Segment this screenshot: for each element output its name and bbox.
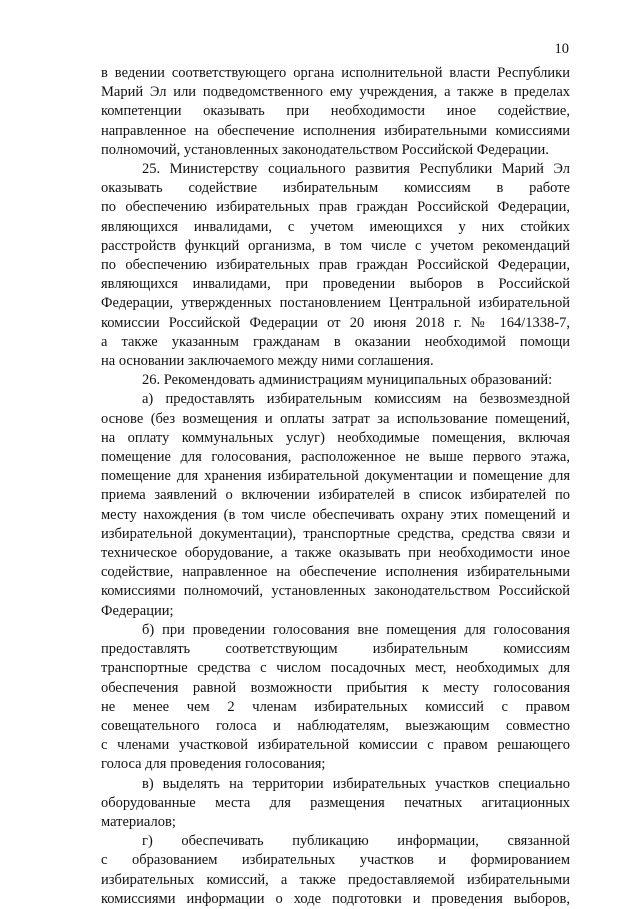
document-body	[101, 64, 570, 909]
text-line-p26a-8: избирательной документации), транспортные средства, средства связи и	[101, 525, 570, 542]
text-line-p26a-7: месту нахождения (в том числе обеспечивать охрану этих помещений и	[101, 506, 570, 523]
text-line-p26a-4: помещение для голосования, расположенное не выше первого этажа,	[101, 449, 570, 466]
text-line-cont-4: направленное на обеспечение исполнения избирательными комиссиями	[101, 122, 570, 139]
text-line-p26v-1: в) выделять на территории избирательных участков специально	[142, 775, 570, 792]
text-line-p25-10: а также указанным гражданам в оказании необходимой помощи	[101, 333, 570, 350]
text-line-p26g-1: г) обеспечивать публикацию информации, связанной	[142, 833, 570, 850]
text-line-cont-2: Марий Эл или подведомственного ему учреждения, а также в пределах	[101, 84, 570, 101]
text-line-p25-6: по обеспечению избирательных прав граждан Российской Федерации,	[101, 257, 570, 274]
text-line-p26b-8: голоса для проведения голосования;	[101, 756, 326, 773]
text-line-p25-7: являющихся инвалидами, при проведении выборов в Российской	[101, 276, 570, 293]
text-line-p25-5: расстройств функций организма, в том числе с учетом рекомендаций	[101, 237, 570, 254]
text-line-p25-3: по обеспечению избирательных прав граждан Российской Федерации,	[101, 199, 570, 216]
page-number: 10	[554, 41, 569, 57]
text-line-cont-3: компетенции оказывать при необходимости иное содействие,	[101, 103, 570, 120]
text-line-p26a-6: приема заявлений о включении избирателей в список избирателей по	[101, 487, 570, 504]
text-line-p26a-9: техническое оборудование, а также оказывать при необходимости иное	[101, 545, 570, 562]
text-line-p25-2: оказывать содействие избирательным комиссиям в работе	[101, 180, 570, 197]
text-line-p25-9: комиссии Российской Федерации от 20 июня 2018 г. № 164/1338-7,	[101, 314, 570, 331]
text-line-p26a-10: содействие, направленное на обеспечение исполнения избирательными	[101, 564, 570, 581]
text-line-p26a-1: а) предоставлять избирательным комиссиям на безвозмездной	[142, 391, 570, 408]
text-line-p25-4: являющихся инвалидами, с учетом имеющихся у них стойких	[101, 218, 570, 235]
text-line-p25-8: Федерации, утвержденных постановлением Центральной избирательной	[101, 295, 570, 312]
text-line-p25-1: 25. Министерству социального развития Республики Марий Эл	[142, 161, 570, 178]
text-line-p26a-2: основе (без возмещения и оплаты затрат за использование помещений,	[101, 410, 570, 427]
text-line-p26g-4: комиссиями информации о ходе подготовки и проведения выборов,	[101, 890, 570, 907]
text-line-p26b-7: с членами участковой избирательной комиссии с правом решающего	[101, 737, 570, 754]
text-line-p25-11: на основании заключаемого между ними соглашения.	[101, 353, 434, 370]
text-line-p26g-2: с образованием избирательных участков и формированием	[101, 852, 570, 869]
text-line-p26-1: 26. Рекомендовать администрациям муниципальных образований:	[142, 372, 553, 389]
text-line-p26b-4: обеспечения равной возможности прибытия к месту голосования	[101, 679, 570, 696]
text-line-p26v-3: материалов;	[101, 813, 176, 830]
text-line-p26a-12: Федерации;	[101, 602, 174, 619]
text-line-p26b-6: совещательного голоса и наблюдателям, выезжающим совместно	[101, 717, 570, 734]
text-line-p26g-3: избирательных комиссий, а также предоставляемой избирательными	[101, 871, 570, 888]
text-line-cont-1: в ведении соответствующего органа исполнительной власти Республики	[101, 65, 570, 81]
text-line-p26a-11: комиссиями полномочий, установленных законодательством Российской	[101, 583, 570, 600]
text-line-p26b-5: не менее чем 2 членам избирательных комиссий с правом	[101, 698, 570, 715]
text-line-p26v-2: оборудованные места для размещения печатных агитационных	[101, 794, 570, 811]
text-line-p26b-3: транспортные средства с числом посадочных мест, необходимых для	[101, 660, 570, 677]
text-line-p26a-5: помещение для хранения избирательной документации и помещение для	[101, 468, 570, 485]
text-line-p26b-1: б) при проведении голосования вне помещения для голосования	[142, 621, 570, 638]
text-line-p26b-2: предоставлять соответствующим избирательным комиссиям	[101, 641, 570, 658]
text-line-cont-5: полномочий, установленных законодательством Российской Федерации.	[101, 141, 549, 158]
text-line-p26a-3: на оплату коммунальных услуг) необходимые помещения, включая	[101, 429, 570, 446]
